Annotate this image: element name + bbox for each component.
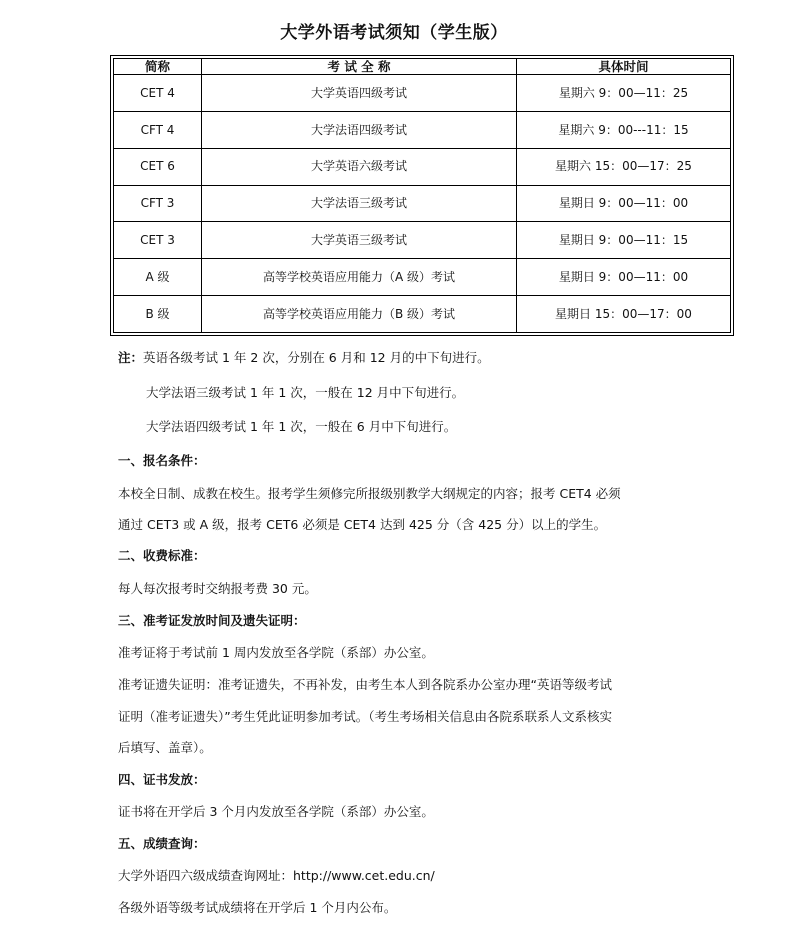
section-3-text: 后填写、盖章）。	[118, 740, 212, 755]
section-3-text: 证明（准考证遗失）”考生凭此证明参加考试。（考生考场相关信息由各院系联系人文系核实	[118, 709, 612, 724]
section-4-text: 证书将在开学后 3 个月内发放至各学院（系部）办公室。	[118, 804, 434, 819]
cell-abbreviation: A 级	[114, 259, 202, 296]
cell-time: 星期六 9：00—11：25	[517, 75, 731, 112]
header-time: 具体时间	[517, 59, 731, 75]
note-text: 英语各级考试 1 年 2 次，分别在 6 月和 12 月的中下旬进行。	[143, 350, 490, 365]
cell-time: 星期六 15：00—17：25	[517, 148, 731, 185]
section-3-text: 准考证遗失证明：准考证遗失，不再补发，由考生本人到各院系办公室办理“英语等级考试	[118, 677, 612, 692]
cell-abbreviation: B 级	[114, 296, 202, 333]
cell-full-name: 大学法语四级考试	[202, 111, 517, 148]
cell-time: 星期日 15：00—17：00	[517, 296, 731, 333]
section-4-heading: 四、证书发放：	[118, 772, 206, 787]
section-3-heading: 三、准考证发放时间及遗失证明：	[118, 613, 306, 628]
note-line-1	[118, 350, 490, 365]
cell-abbreviation: CFT 3	[114, 185, 202, 222]
note-line-2: 大学法语三级考试 1 年 1 次，一般在 12 月中下旬进行。	[146, 385, 465, 400]
table-row	[114, 111, 731, 148]
cell-time: 星期日 9：00—11：15	[517, 222, 731, 259]
section-5-text: 大学外语四六级成绩查询网址：http://www.cet.edu.cn/	[118, 868, 435, 883]
cell-full-name: 大学法语三级考试	[202, 185, 517, 222]
section-5-heading: 五、成绩查询：	[118, 836, 206, 851]
table-row	[114, 148, 731, 185]
section-1-heading: 一、报名条件：	[118, 453, 206, 468]
exam-table	[113, 58, 731, 333]
section-2-text: 每人每次报考时交纳报考费 30 元。	[118, 581, 317, 596]
table-row	[114, 259, 731, 296]
section-2-heading: 二、收费标准：	[118, 548, 206, 563]
section-1-text: 通过 CET3 或 A 级，报考 CET6 必须是 CET4 达到 425 分（含 425 分）以上的学生。	[118, 517, 607, 532]
section-3-text: 准考证将于考试前 1 周内发放至各学院（系部）办公室。	[118, 645, 434, 660]
section-1-text: 本校全日制、成教在校生。报考学生须修完所报级别教学大纲规定的内容；报考 CET4 必须	[118, 486, 621, 501]
cell-time: 星期日 9：00—11：00	[517, 259, 731, 296]
cell-abbreviation: CFT 4	[114, 111, 202, 148]
exam-schedule-table	[110, 55, 734, 336]
table-header-row	[114, 59, 731, 75]
cell-full-name: 高等学校英语应用能力（B 级）考试	[202, 296, 517, 333]
cell-full-name: 大学英语三级考试	[202, 222, 517, 259]
cell-abbreviation: CET 6	[114, 148, 202, 185]
header-full-name: 考 试 全 称	[202, 59, 517, 75]
table-row	[114, 185, 731, 222]
cell-time: 星期六 9：00---11：15	[517, 111, 731, 148]
page-title: 大学外语考试须知（学生版）	[280, 23, 508, 43]
cell-full-name: 大学英语六级考试	[202, 148, 517, 185]
table-row	[114, 296, 731, 333]
table-row	[114, 222, 731, 259]
table-row	[114, 75, 731, 112]
cell-full-name: 大学英语四级考试	[202, 75, 517, 112]
note-line-3: 大学法语四级考试 1 年 1 次，一般在 6 月中下旬进行。	[146, 419, 457, 434]
cell-abbreviation: CET 4	[114, 75, 202, 112]
cell-time: 星期日 9：00—11：00	[517, 185, 731, 222]
header-abbreviation: 简称	[114, 59, 202, 75]
cell-abbreviation: CET 3	[114, 222, 202, 259]
note-label: 注：	[118, 350, 144, 365]
section-5-text: 各级外语等级考试成绩将在开学后 1 个月内公布。	[118, 900, 397, 915]
cell-full-name: 高等学校英语应用能力（A 级）考试	[202, 259, 517, 296]
